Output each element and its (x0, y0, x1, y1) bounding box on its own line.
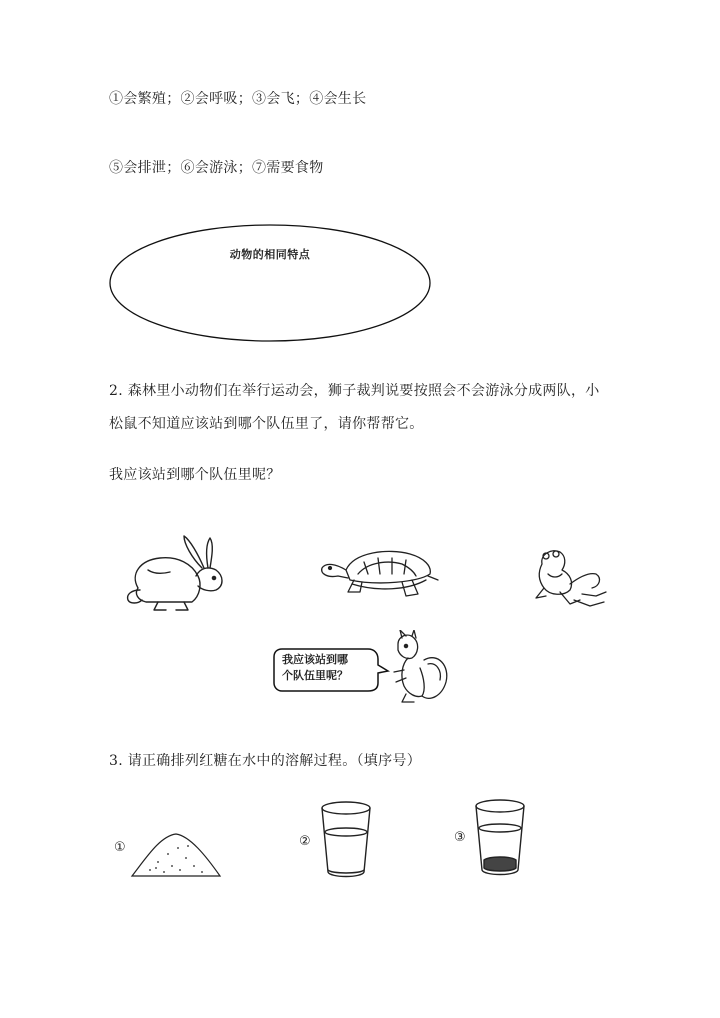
label-2: ② (299, 834, 311, 849)
frog-illustration (530, 544, 610, 614)
ellipse-outline (108, 222, 432, 344)
ellipse-label: 动物的相同特点 (229, 248, 311, 261)
q2-prompt: 我应该站到哪个队伍里呢？ (109, 467, 281, 483)
bubble-text (282, 652, 348, 684)
turtle-illustration (318, 540, 442, 606)
glass-water-illustration (318, 800, 374, 880)
bubble-line-1: 我应该站到哪 (282, 653, 348, 666)
sugar-pile-illustration (128, 828, 224, 882)
bubble-line-2: 个队伍里呢？ (282, 669, 348, 682)
label-1: ① (114, 840, 126, 855)
rabbit-illustration (118, 530, 228, 616)
answer-ellipse[interactable] (108, 222, 432, 344)
q2-text-line-2: 松鼠不知道应该站到哪个队伍里了，请你帮帮它。 (109, 416, 424, 432)
q3-text: 3. 请正确排列红糖在水中的溶解过程。（填序号） (109, 753, 422, 769)
label-3: ③ (454, 830, 466, 845)
q2-text-line-1: 2. 森林里小动物们在举行运动会，狮子裁判说要按照会不会游泳分成两队，小 (109, 383, 600, 399)
q1-options-line-1: ①会繁殖；②会呼吸；③会飞；④会生长 (109, 91, 367, 107)
squirrel-illustration (384, 630, 450, 706)
glass-dissolving-illustration (472, 798, 528, 878)
q1-options-line-2: ⑤会排泄；⑥会游泳；⑦需要食物 (109, 160, 324, 176)
